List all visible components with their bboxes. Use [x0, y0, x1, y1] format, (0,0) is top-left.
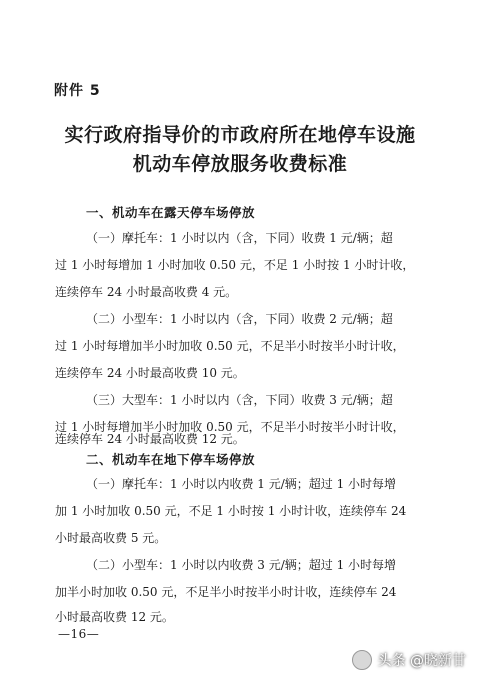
paragraph-line: 连续停车 24 小时最高收费 12 元。: [55, 432, 245, 446]
avatar-icon: [352, 650, 372, 670]
watermark-text: 头条 @晓新甘: [377, 653, 466, 669]
paragraph-line: （一）摩托车：1 小时以内收费 1 元/辆；超过 1 小时每增: [86, 477, 397, 491]
paragraph-line: 连续停车 24 小时最高收费 10 元。: [55, 366, 245, 380]
paragraph-line: 加半小时加收 0.50 元，不足半小时按半小时计收，连续停车 24: [55, 585, 397, 599]
paragraph-line: （三）大型车：1 小时以内（含，下同）收费 3 元/辆；超: [86, 393, 393, 407]
paragraph-line: 连续停车 24 小时最高收费 4 元。: [55, 285, 238, 299]
paragraph-line: 小时最高收费 12 元。: [55, 610, 174, 624]
paragraph-line: 过 1 小时每增加 1 小时加收 0.50 元，不足 1 小时按 1 小时计收，: [55, 258, 415, 272]
paragraph-line: 加 1 小时加收 0.50 元，不足 1 小时按 1 小时计收，连续停车 24: [55, 504, 407, 518]
annex-label: 附件 5: [54, 83, 101, 99]
source-watermark: [352, 650, 466, 670]
paragraph-line: 小时最高收费 5 元。: [55, 531, 167, 545]
document-title-line-2: 机动车停放服务收费标准: [132, 153, 348, 175]
section-heading-underground: 二、机动车在地下停车场停放: [86, 452, 256, 467]
paragraph-line: （二）小型车：1 小时以内收费 3 元/辆；超过 1 小时每增: [86, 558, 397, 572]
paragraph-line: （二）小型车：1 小时以内（含，下同）收费 2 元/辆；超: [86, 312, 393, 326]
paragraph-line: 过 1 小时每增加半小时加收 0.50 元，不足半小时按半小时计收，: [55, 420, 405, 434]
paragraph-line: 过 1 小时每增加半小时加收 0.50 元，不足半小时按半小时计收，: [55, 339, 405, 353]
page-number: —16—: [58, 627, 100, 641]
section-heading-outdoor: 一、机动车在露天停车场停放: [86, 205, 256, 220]
paragraph-line: （一）摩托车：1 小时以内（含，下同）收费 1 元/辆；超: [86, 231, 393, 245]
document-title-line-1: 实行政府指导价的市政府所在地停车设施: [64, 124, 416, 146]
